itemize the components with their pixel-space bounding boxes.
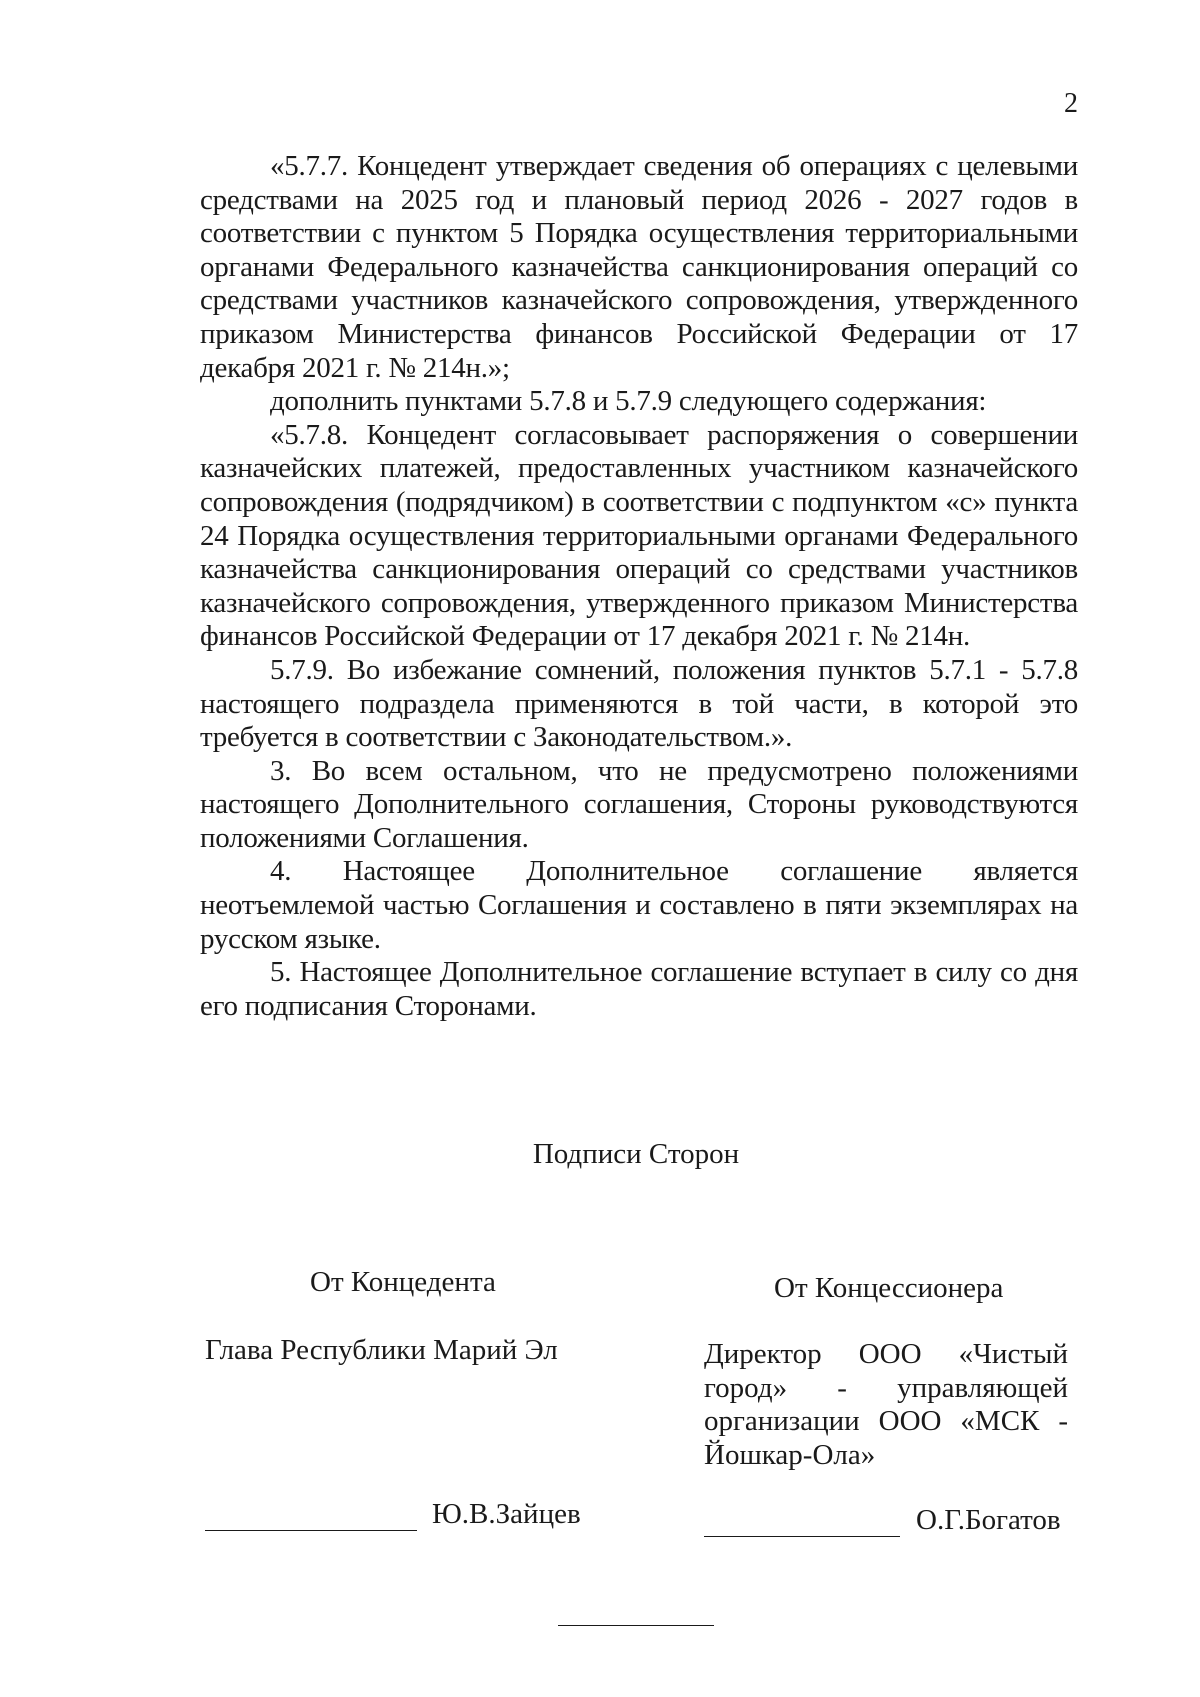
paragraph-5-7-8: «5.7.8. Концедент согласовывает распоряжения о совершении казначейских платежей, предоставленных участником казначейского сопровождения (подрядчиком) в соответствии с подпунктом «c» пункта 24 Порядка осуществления территориальными органами Федерального казначейства санкционирования операций со средствами участников казначейского сопровождения, утвержденного приказом Министерства финансов Российской Федерации от 17 декабря 2021 г. № 214н. <box>200 418 1078 653</box>
grantor-position: Глава Республики Марий Эл <box>205 1334 558 1366</box>
concessionaire-heading: От Концессионера <box>774 1272 1004 1304</box>
page-number: 2 <box>1064 88 1078 119</box>
grantor-signature-block <box>205 1498 581 1531</box>
footer-divider <box>558 1625 714 1626</box>
concessionaire-signature-line <box>704 1508 900 1537</box>
signatures-title: Подписи Сторон <box>532 1138 740 1170</box>
grantor-heading: От Концедента <box>310 1266 496 1298</box>
paragraph-clause-4: 4. Настоящее Дополнительное соглашение является неотъемлемой частью Соглашения и составлено в пяти экземплярах на русском языке. <box>200 855 1078 955</box>
paragraph-clause-3: 3. Во всем остальном, что не предусмотрено положениями настоящего Дополнительного соглашения, Стороны руководствуются положениями Соглашения. <box>200 754 1078 854</box>
grantor-signatory-name: Ю.В.Зайцев <box>432 1498 581 1530</box>
paragraph-clause-5: 5. Настоящее Дополнительное соглашение вступает в силу со дня его подписания Сторонами. <box>200 956 1078 1022</box>
paragraph-5-7-9: 5.7.9. Во избежание сомнений, положения пунктов 5.7.1 - 5.7.8 настоящего подраздела применяются в той части, в которой это требуется в соответствии с Законодательством.». <box>200 653 1078 754</box>
concessionaire-signatory-name: О.Г.Богатов <box>916 1504 1061 1536</box>
paragraph-amendment-intro: дополнить пунктами 5.7.8 и 5.7.9 следующего содержания: <box>270 385 987 418</box>
grantor-signature-line <box>205 1502 417 1531</box>
concessionaire-signature-block <box>704 1504 1061 1537</box>
document-body <box>200 150 1078 1023</box>
paragraph-5-7-7: «5.7.7. Концедент утверждает сведения об операциях с целевыми средствами на 2025 год и плановый период 2026 - 2027 годов в соответствии с пунктом 5 Порядка осуществления территориальными органами Федерального казначейства санкционирования операций со средствами участников казначейского сопровождения, утвержденного приказом Министерства финансов Российской Федерации от 17 декабря 2021 г. № 214н.»; <box>200 150 1078 384</box>
concessionaire-position: Директор ООО «Чистый город» - управляющей организации ООО «МСК - Йошкар-Ола» <box>704 1338 1068 1471</box>
